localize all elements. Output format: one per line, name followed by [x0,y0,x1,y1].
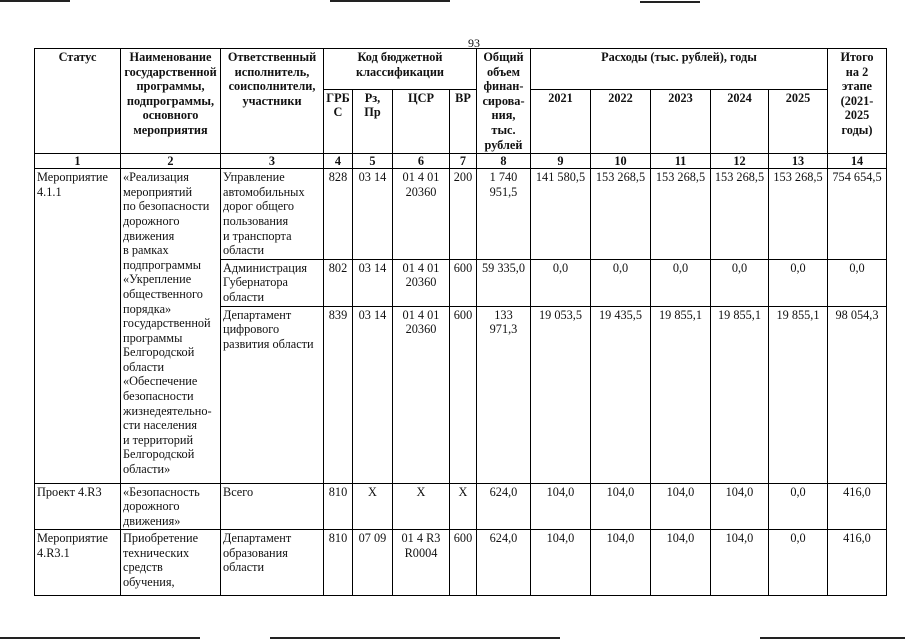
scan-edge-mark [640,1,700,3]
row-grbs: 810 [324,483,353,530]
row-grbs: 810 [324,530,353,596]
row-rz-pr: 07 09 [353,530,393,596]
header-vr: ВР [450,89,477,153]
row-stage-total: 754 654,5 [828,169,887,260]
row-value-2022: 0,0 [591,259,651,306]
scan-edge-mark [330,0,450,2]
row-responsible: Департамент цифрового развития области [221,306,324,483]
header-budget-code: Код бюджетной классификации [324,49,477,90]
row-csr: 01 4 R3 R0004 [393,530,450,596]
row-responsible: Управление автомобильных дорог общего пользования и транспорта области [221,169,324,260]
row-value-2021: 0,0 [531,259,591,306]
row-value-2025: 19 855,1 [769,306,828,483]
row-grbs: 828 [324,169,353,260]
column-number: 14 [828,154,887,169]
row-value-2024: 104,0 [711,530,769,596]
column-number: 10 [591,154,651,169]
row-value-2024: 19 855,1 [711,306,769,483]
row-rz-pr: 03 14 [353,169,393,260]
row-stage-total: 98 054,3 [828,306,887,483]
row-rz-pr: 03 14 [353,259,393,306]
header-responsible: Ответственный исполнитель, соисполнители, участники [221,49,324,154]
table-row [35,530,887,596]
row-value-2023: 0,0 [651,259,711,306]
row-name: «Безопасность дорожного движения» [121,483,221,530]
scan-edge-mark [0,637,200,639]
row-value-2021: 19 053,5 [531,306,591,483]
row-grbs: 839 [324,306,353,483]
row-responsible: Всего [221,483,324,530]
row-value-2021: 104,0 [531,483,591,530]
row-value-2023: 19 855,1 [651,306,711,483]
column-number: 4 [324,154,353,169]
header-year: 2023 [651,89,711,153]
row-csr: 01 4 01 20360 [393,259,450,306]
row-status: Мероприятие 4.R3.1 [35,530,121,596]
row-responsible: Департамент образования области [221,530,324,596]
row-stage-total: 416,0 [828,483,887,530]
row-total: 624,0 [477,530,531,596]
row-value-2025: 0,0 [769,483,828,530]
header-total-volume: Общий объем финан- сирова- ния, тыс. рублей [477,49,531,154]
row-csr: 01 4 01 20360 [393,169,450,260]
row-vr: X [450,483,477,530]
row-vr: 600 [450,530,477,596]
row-vr: 600 [450,259,477,306]
row-name: «Реализация мероприятий по безопасности дорожного движения в рамках подпрограммы «Укрепление общественного порядка» государственной программы Белгородской области «Обеспечение безопасности жизнедеятельно- сти населения и территорий Белгородской области» [121,169,221,483]
header-status: Статус [35,49,121,154]
column-number: 12 [711,154,769,169]
header-rz-pr: Рз, Пр [353,89,393,153]
header-year: 2021 [531,89,591,153]
row-value-2024: 153 268,5 [711,169,769,260]
scan-edge-mark [0,0,70,2]
row-value-2022: 153 268,5 [591,169,651,260]
row-csr: 01 4 01 20360 [393,306,450,483]
row-name: Приобретение технических средств обучения, [121,530,221,596]
row-value-2022: 104,0 [591,530,651,596]
row-rz-pr: 03 14 [353,306,393,483]
row-value-2021: 141 580,5 [531,169,591,260]
row-csr: X [393,483,450,530]
row-total: 59 335,0 [477,259,531,306]
column-number: 5 [353,154,393,169]
header-year: 2024 [711,89,769,153]
column-number: 13 [769,154,828,169]
column-number: 3 [221,154,324,169]
header-year: 2022 [591,89,651,153]
column-number: 7 [450,154,477,169]
row-value-2023: 153 268,5 [651,169,711,260]
row-total: 1 740 951,5 [477,169,531,260]
row-value-2024: 104,0 [711,483,769,530]
row-vr: 600 [450,306,477,483]
row-total: 133 971,3 [477,306,531,483]
page-number: 93 [468,36,480,50]
table-row [35,169,887,260]
scan-edge-mark [760,637,905,639]
header-expenses: Расходы (тыс. рублей), годы [531,49,828,90]
row-status: Проект 4.R3 [35,483,121,530]
row-status: Мероприятие 4.1.1 [35,169,121,483]
row-grbs: 802 [324,259,353,306]
row-value-2023: 104,0 [651,483,711,530]
header-csr: ЦСР [393,89,450,153]
header-total-stage: Итого на 2 этапе (2021- 2025 годы) [828,49,887,154]
row-total: 624,0 [477,483,531,530]
row-value-2022: 19 435,5 [591,306,651,483]
table-row [35,483,887,530]
row-value-2021: 104,0 [531,530,591,596]
scan-edge-mark [270,637,560,639]
row-responsible: Администрация Губернатора области [221,259,324,306]
header-year: 2025 [769,89,828,153]
column-number: 9 [531,154,591,169]
row-rz-pr: X [353,483,393,530]
row-value-2022: 104,0 [591,483,651,530]
column-number: 8 [477,154,531,169]
header-grbs: ГРБ С [324,89,353,153]
row-value-2025: 0,0 [769,259,828,306]
row-vr: 200 [450,169,477,260]
row-stage-total: 0,0 [828,259,887,306]
row-value-2025: 153 268,5 [769,169,828,260]
row-stage-total: 416,0 [828,530,887,596]
header-name: Наименование государственной программы, подпрограммы, основного мероприятия [121,49,221,154]
row-value-2024: 0,0 [711,259,769,306]
row-value-2025: 0,0 [769,530,828,596]
budget-table [34,48,887,596]
column-number: 6 [393,154,450,169]
row-value-2023: 104,0 [651,530,711,596]
column-number: 2 [121,154,221,169]
column-number: 1 [35,154,121,169]
column-number: 11 [651,154,711,169]
